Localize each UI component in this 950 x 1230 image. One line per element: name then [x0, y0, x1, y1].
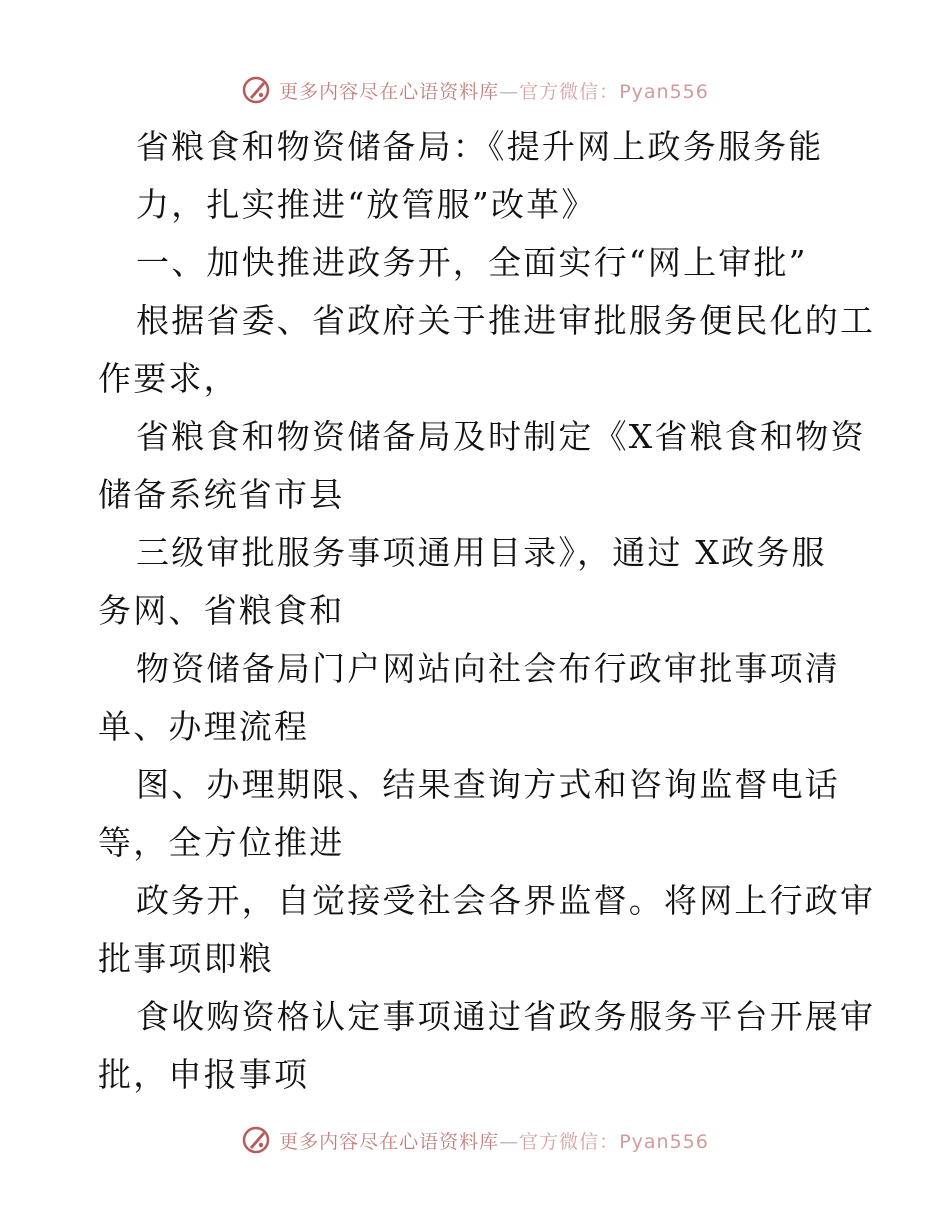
paragraph-line: 三级审批服务事项通用目录》，通过 X政务服 — [136, 533, 827, 572]
paragraph-line: 省粮食和物资储备局：《提升网上政务服务能 — [136, 127, 824, 166]
paragraph-line: 食收购资格认定事项通过省政务服务平台开展审 — [136, 997, 876, 1036]
paragraph-line: 单、办理流程 — [98, 707, 310, 746]
watermark-dash: — — [499, 80, 520, 103]
paragraph-line: 政务开，自觉接受社会各界监督。将网上行政审 — [136, 881, 876, 920]
watermark-account-id: Pyan556 — [619, 80, 709, 103]
watermark-text — [279, 1127, 709, 1154]
watermark-header — [0, 70, 950, 110]
paragraph-line: 务网、省粮食和 — [98, 591, 345, 630]
paragraph-line: 等，全方位推进 — [98, 823, 345, 862]
paragraph-line: 批事项即粮 — [98, 939, 274, 978]
watermark-main-text: 更多内容尽在心语资料库 — [279, 80, 500, 103]
paragraph-line: 省粮食和物资储备局及时制定《X省粮食和物资 — [136, 417, 866, 456]
quill-logo-icon — [241, 75, 271, 105]
paragraph-line: 图、办理期限、结果查询方式和咨询监督电话 — [136, 765, 840, 804]
paragraph-line: 根据省委、省政府关于推进审批服务便民化的工 — [136, 301, 876, 340]
watermark-dash: — — [499, 1130, 520, 1153]
paragraph-line: 一、加快推进政务开，全面实行“网上审批” — [136, 243, 808, 282]
watermark-account-label: 官方微信： — [519, 1130, 620, 1153]
paragraph-line: 作要求， — [98, 359, 239, 398]
paragraph-line: 力，扎实推进“放管服”改革》 — [136, 185, 597, 224]
watermark-footer — [0, 1120, 950, 1160]
watermark-text — [279, 77, 709, 104]
quill-logo-icon — [241, 1125, 271, 1155]
watermark-main-text: 更多内容尽在心语资料库 — [279, 1130, 500, 1153]
paragraph-line: 物资储备局门户网站向社会布行政审批事项清 — [136, 649, 840, 688]
paragraph-line: 批，申报事项 — [98, 1055, 310, 1094]
watermark-account-id: Pyan556 — [619, 1130, 709, 1153]
document-body — [98, 118, 876, 1104]
watermark-account-label: 官方微信： — [519, 80, 620, 103]
paragraph-line: 储备系统省市县 — [98, 475, 345, 514]
